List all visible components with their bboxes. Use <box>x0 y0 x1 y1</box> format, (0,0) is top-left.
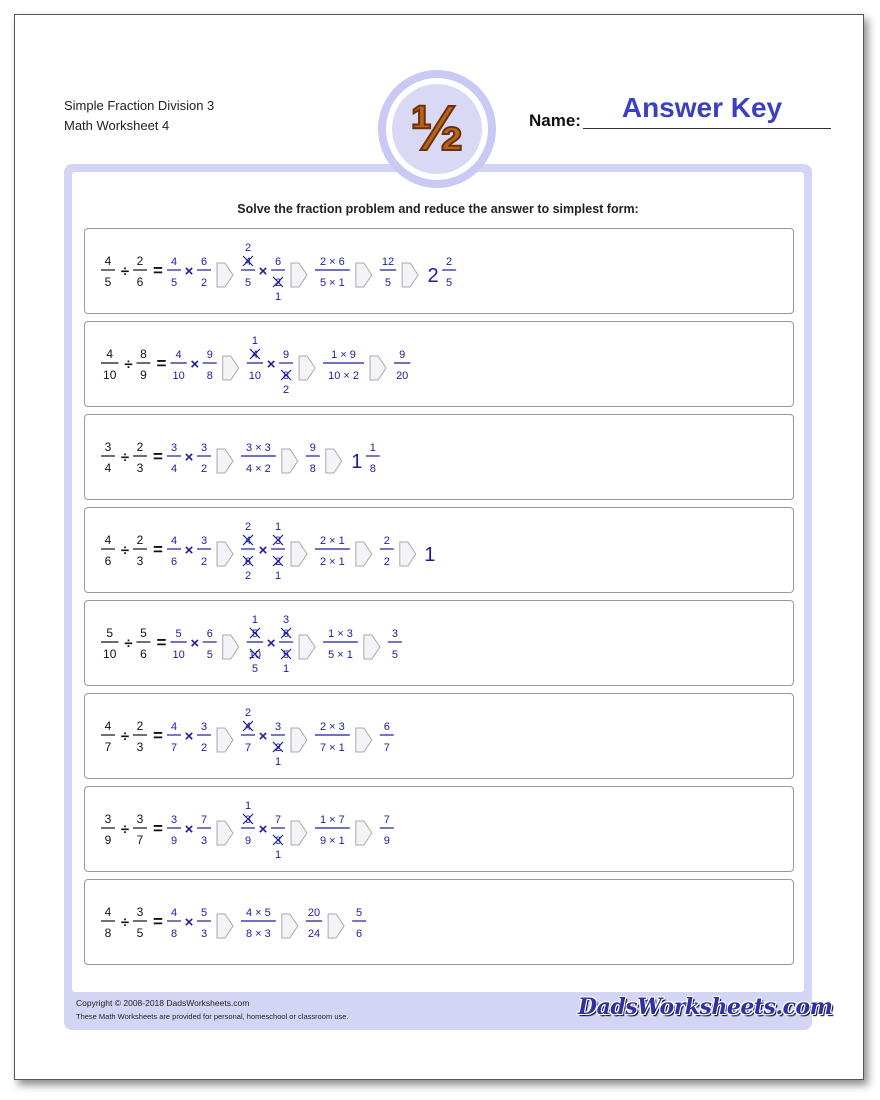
cancel-left-numerator: 4 <box>244 535 252 547</box>
step-arrow <box>223 635 239 659</box>
times-sign: × <box>184 263 194 280</box>
step-fraction-numerator: 1 × 7 <box>320 814 345 826</box>
cancel-left-reduced-denominator: 2 <box>244 570 252 582</box>
footer-note: These Math Worksheets are provided for personal, homeschool or classroom use. <box>76 1012 349 1021</box>
given-divisor-denominator: 6 <box>140 647 147 661</box>
footer-copyright: Copyright © 2008-2018 DadsWorksheets.com <box>76 998 250 1008</box>
equals-sign: = <box>153 726 163 745</box>
problem-row <box>84 507 794 593</box>
times-sign: × <box>266 635 276 652</box>
reciprocal-left-numerator: 4 <box>170 907 178 919</box>
given-divisor-denominator: 9 <box>140 368 147 382</box>
given-dividend-denominator: 9 <box>104 833 112 847</box>
times-sign: × <box>184 542 194 559</box>
step-fraction-numerator: 6 <box>383 721 390 733</box>
problem-2-work <box>85 322 791 404</box>
step-arrow <box>356 821 372 845</box>
times-sign: × <box>258 263 268 280</box>
times-sign: × <box>184 821 194 838</box>
given-divisor-numerator: 3 <box>136 812 144 826</box>
step-arrow <box>217 914 233 938</box>
step-arrow <box>223 356 239 380</box>
step-fraction-numerator: 1 × 9 <box>331 349 356 361</box>
cancel-right-reduced-denominator: 2 <box>283 384 290 396</box>
step-arrow <box>299 635 315 659</box>
problem-row <box>84 786 794 872</box>
instructions: Solve the fraction problem and reduce the answer to simplest form: <box>237 202 639 216</box>
worksheet-title <box>64 96 214 136</box>
given-divisor-numerator: 2 <box>136 533 144 547</box>
step-arrow <box>328 914 344 938</box>
problem-8-work <box>85 880 791 962</box>
step-arrow <box>370 356 386 380</box>
equals-sign: = <box>153 912 163 931</box>
reciprocal-left-numerator: 4 <box>170 721 178 733</box>
reciprocal-right-denominator: 2 <box>200 277 208 289</box>
times-sign: × <box>258 821 268 838</box>
step-fraction-denominator: 2 <box>383 556 390 568</box>
reciprocal-right-denominator: 8 <box>206 370 213 382</box>
reciprocal-right-numerator: 9 <box>206 349 213 361</box>
reciprocal-right-numerator: 7 <box>200 814 208 826</box>
equals-sign: = <box>156 633 167 652</box>
equals-sign: = <box>153 261 163 280</box>
step-fraction-numerator: 5 <box>356 907 363 919</box>
reciprocal-left-denominator: 10 <box>172 649 185 661</box>
given-divisor-denominator: 3 <box>136 461 144 475</box>
given-divisor-numerator: 5 <box>140 626 147 640</box>
half-badge <box>378 70 496 188</box>
half-fraction-icon <box>392 84 482 174</box>
reciprocal-right-denominator: 3 <box>200 835 208 847</box>
step-fraction-denominator: 2 × 1 <box>320 556 345 568</box>
times-sign: × <box>184 728 194 745</box>
cancel-left-denominator: 9 <box>244 835 252 847</box>
reciprocal-left-denominator: 7 <box>170 742 178 754</box>
problem-row <box>84 228 794 314</box>
cancel-left-numerator: 4 <box>251 349 258 361</box>
cancel-left-reduced-numerator: 2 <box>244 707 252 719</box>
divide-sign: ÷ <box>120 449 130 466</box>
given-dividend-numerator: 5 <box>106 626 114 640</box>
step-fraction-numerator: 9 <box>309 442 316 454</box>
cancel-right-denominator: 2 <box>274 556 282 568</box>
problem-1-work <box>85 229 791 311</box>
step-arrow <box>291 821 307 845</box>
reciprocal-right-numerator: 5 <box>200 907 208 919</box>
step-arrow <box>299 356 315 380</box>
cancel-right-numerator: 6 <box>274 256 282 268</box>
worksheet-title-line2: Math Worksheet 4 <box>64 118 170 133</box>
given-dividend-denominator: 6 <box>104 554 112 568</box>
given-divisor-numerator: 3 <box>136 905 144 919</box>
cancel-right-numerator: 6 <box>283 628 290 640</box>
given-dividend-denominator: 4 <box>104 461 112 475</box>
problems-panel <box>72 172 804 992</box>
cancel-left-denominator: 10 <box>248 370 262 382</box>
step-fraction-numerator: 1 × 3 <box>328 628 353 640</box>
problem-row <box>84 693 794 779</box>
cancel-right-reduced-denominator: 1 <box>274 756 282 768</box>
divide-sign: ÷ <box>120 263 130 280</box>
reciprocal-left-denominator: 9 <box>170 835 178 847</box>
given-divisor-numerator: 2 <box>136 440 144 454</box>
given-dividend-numerator: 4 <box>104 905 112 919</box>
times-sign: × <box>258 542 268 559</box>
step-arrow <box>291 542 307 566</box>
divide-sign: ÷ <box>120 542 130 559</box>
problem-row <box>84 879 794 965</box>
step-fraction-denominator: 24 <box>307 928 321 940</box>
reciprocal-left-numerator: 3 <box>170 442 178 454</box>
reciprocal-left-denominator: 8 <box>170 928 178 940</box>
answer-fraction-denominator: 8 <box>369 463 376 475</box>
times-sign: × <box>266 356 276 373</box>
problem-row <box>84 600 794 686</box>
cancel-right-reduced-denominator: 1 <box>274 570 282 582</box>
cancel-right-denominator: 2 <box>274 277 282 289</box>
given-dividend-numerator: 4 <box>104 719 112 733</box>
step-arrow <box>217 542 233 566</box>
step-fraction-denominator: 8 <box>309 463 316 475</box>
reciprocal-right-numerator: 3 <box>200 721 208 733</box>
step-arrow <box>326 449 342 473</box>
step-arrow <box>217 728 233 752</box>
step-arrow <box>400 542 416 566</box>
cancel-left-denominator: 10 <box>248 649 262 661</box>
step-fraction-numerator: 2 × 6 <box>320 256 345 268</box>
step-arrow <box>356 728 372 752</box>
given-dividend-denominator: 7 <box>104 740 112 754</box>
cancel-right-numerator: 3 <box>274 535 282 547</box>
dadsworksheets-logo: DadsWorksheets.com <box>578 994 833 1020</box>
step-fraction-numerator: 4 × 5 <box>246 907 271 919</box>
svg-text:½: ½ <box>410 92 464 164</box>
name-line <box>583 128 831 129</box>
given-dividend-numerator: 4 <box>104 254 112 268</box>
equals-sign: = <box>153 540 163 559</box>
given-dividend-numerator: 3 <box>104 440 112 454</box>
given-divisor-denominator: 6 <box>136 275 144 289</box>
step-arrow <box>402 263 418 287</box>
step-fraction-denominator: 20 <box>396 370 409 382</box>
reciprocal-left-numerator: 4 <box>170 535 178 547</box>
answer-fraction-numerator: 2 <box>446 256 453 268</box>
reciprocal-left-numerator: 5 <box>175 628 182 640</box>
divide-sign: ÷ <box>120 821 130 838</box>
reciprocal-right-numerator: 3 <box>200 442 208 454</box>
step-fraction-numerator: 2 × 3 <box>320 721 345 733</box>
worksheet-title-line1: Simple Fraction Division 3 <box>64 98 215 113</box>
step-arrow <box>356 263 372 287</box>
step-arrow <box>282 914 298 938</box>
reciprocal-right-denominator: 5 <box>206 649 213 661</box>
cancel-left-numerator: 3 <box>244 814 252 826</box>
name-label: Name: <box>529 111 581 130</box>
step-fraction-denominator: 5 <box>384 277 392 289</box>
times-sign: × <box>258 728 268 745</box>
reciprocal-left-numerator: 4 <box>175 349 182 361</box>
step-arrow <box>217 821 233 845</box>
given-divisor-denominator: 3 <box>136 554 144 568</box>
step-fraction-denominator: 5 × 1 <box>320 277 345 289</box>
step-fraction-denominator: 5 × 1 <box>328 649 353 661</box>
reciprocal-right-denominator: 2 <box>200 742 208 754</box>
reciprocal-left-denominator: 5 <box>170 277 178 289</box>
cancel-right-numerator: 3 <box>274 721 282 733</box>
problems-frame <box>64 164 812 1030</box>
reciprocal-left-denominator: 6 <box>170 556 178 568</box>
divide-sign: ÷ <box>120 914 130 931</box>
cancel-left-reduced-denominator: 5 <box>251 663 258 675</box>
cancel-right-reduced-denominator: 1 <box>274 849 282 861</box>
step-arrow <box>217 449 233 473</box>
reciprocal-right-denominator: 2 <box>200 463 208 475</box>
reciprocal-right-numerator: 3 <box>200 535 208 547</box>
divide-sign: ÷ <box>120 728 130 745</box>
step-arrow <box>217 263 233 287</box>
problem-3-work <box>85 415 791 497</box>
step-arrow <box>291 263 307 287</box>
problem-6-work <box>85 694 791 776</box>
cancel-left-reduced-numerator: 2 <box>244 521 252 533</box>
cancel-right-denominator: 5 <box>283 649 290 661</box>
cancel-right-denominator: 3 <box>274 835 282 847</box>
cancel-left-reduced-numerator: 2 <box>244 242 252 254</box>
cancel-left-reduced-numerator: 1 <box>244 800 252 812</box>
given-divisor-denominator: 7 <box>136 833 144 847</box>
reciprocal-left-denominator: 4 <box>170 463 178 475</box>
answer-whole-number: 2 <box>427 265 439 287</box>
step-fraction-numerator: 9 <box>399 349 406 361</box>
answer-fraction-denominator: 5 <box>446 277 453 289</box>
times-sign: × <box>184 449 194 466</box>
step-fraction-numerator: 7 <box>383 814 390 826</box>
problem-5-work <box>85 601 791 683</box>
step-fraction-denominator: 4 × 2 <box>246 463 271 475</box>
divide-sign: ÷ <box>124 635 133 652</box>
reciprocal-left-numerator: 3 <box>170 814 178 826</box>
cancel-right-reduced-numerator: 3 <box>283 614 290 626</box>
cancel-left-numerator: 5 <box>251 628 258 640</box>
equals-sign: = <box>156 354 167 373</box>
step-fraction-denominator: 6 <box>356 928 363 940</box>
given-dividend-denominator: 10 <box>103 368 117 382</box>
given-divisor-numerator: 2 <box>136 254 144 268</box>
equals-sign: = <box>153 447 163 466</box>
cancel-right-reduced-numerator: 1 <box>274 521 282 533</box>
step-fraction-denominator: 5 <box>391 649 398 661</box>
given-dividend-denominator: 10 <box>103 647 117 661</box>
step-fraction-numerator: 2 × 1 <box>320 535 345 547</box>
cancel-right-denominator: 8 <box>283 370 290 382</box>
given-dividend-numerator: 3 <box>104 812 112 826</box>
reciprocal-right-denominator: 3 <box>200 928 208 940</box>
answer-whole-number: 1 <box>351 451 363 473</box>
cancel-right-denominator: 2 <box>274 742 282 754</box>
cancel-right-reduced-denominator: 1 <box>283 663 290 675</box>
step-arrow <box>356 542 372 566</box>
cancel-left-numerator: 4 <box>244 256 252 268</box>
step-fraction-numerator: 3 × 3 <box>246 442 271 454</box>
step-fraction-numerator: 12 <box>381 256 395 268</box>
cancel-right-numerator: 9 <box>283 349 290 361</box>
given-dividend-denominator: 5 <box>104 275 112 289</box>
cancel-left-denominator: 5 <box>244 277 252 289</box>
answer-fraction-numerator: 1 <box>369 442 376 454</box>
given-dividend-numerator: 4 <box>106 347 114 361</box>
given-dividend-denominator: 8 <box>104 926 112 940</box>
given-divisor-denominator: 3 <box>136 740 144 754</box>
step-fraction-numerator: 2 <box>383 535 390 547</box>
step-fraction-denominator: 8 × 3 <box>246 928 271 940</box>
step-fraction-denominator: 9 <box>383 835 390 847</box>
problem-row <box>84 414 794 500</box>
problem-row <box>84 321 794 407</box>
given-divisor-denominator: 5 <box>136 926 144 940</box>
cancel-left-denominator: 6 <box>244 556 252 568</box>
cancel-right-numerator: 7 <box>274 814 282 826</box>
cancel-left-denominator: 7 <box>244 742 252 754</box>
cancel-right-reduced-denominator: 1 <box>274 291 282 303</box>
given-divisor-numerator: 2 <box>136 719 144 733</box>
divide-sign: ÷ <box>124 356 133 373</box>
problem-4-work <box>85 508 791 590</box>
times-sign: × <box>190 635 200 652</box>
cancel-left-reduced-numerator: 1 <box>251 335 258 347</box>
step-fraction-numerator: 3 <box>391 628 398 640</box>
cancel-left-numerator: 4 <box>244 721 252 733</box>
step-fraction-denominator: 7 <box>383 742 390 754</box>
cancel-left-reduced-numerator: 1 <box>251 614 258 626</box>
answer-key-text: Answer Key <box>621 92 783 123</box>
step-arrow <box>291 728 307 752</box>
answer-whole-number: 1 <box>424 544 436 566</box>
times-sign: × <box>184 914 194 931</box>
problem-7-work <box>85 787 791 869</box>
reciprocal-left-denominator: 10 <box>172 370 185 382</box>
given-dividend-numerator: 4 <box>104 533 112 547</box>
equals-sign: = <box>153 819 163 838</box>
step-arrow <box>282 449 298 473</box>
step-fraction-denominator: 9 × 1 <box>320 835 345 847</box>
step-fraction-denominator: 7 × 1 <box>320 742 345 754</box>
times-sign: × <box>190 356 200 373</box>
reciprocal-right-numerator: 6 <box>206 628 213 640</box>
given-divisor-numerator: 8 <box>140 347 147 361</box>
step-fraction-denominator: 10 × 2 <box>328 370 360 382</box>
reciprocal-right-numerator: 6 <box>200 256 208 268</box>
step-fraction-numerator: 20 <box>307 907 321 919</box>
reciprocal-right-denominator: 2 <box>200 556 208 568</box>
reciprocal-left-numerator: 4 <box>170 256 178 268</box>
step-arrow <box>364 635 380 659</box>
